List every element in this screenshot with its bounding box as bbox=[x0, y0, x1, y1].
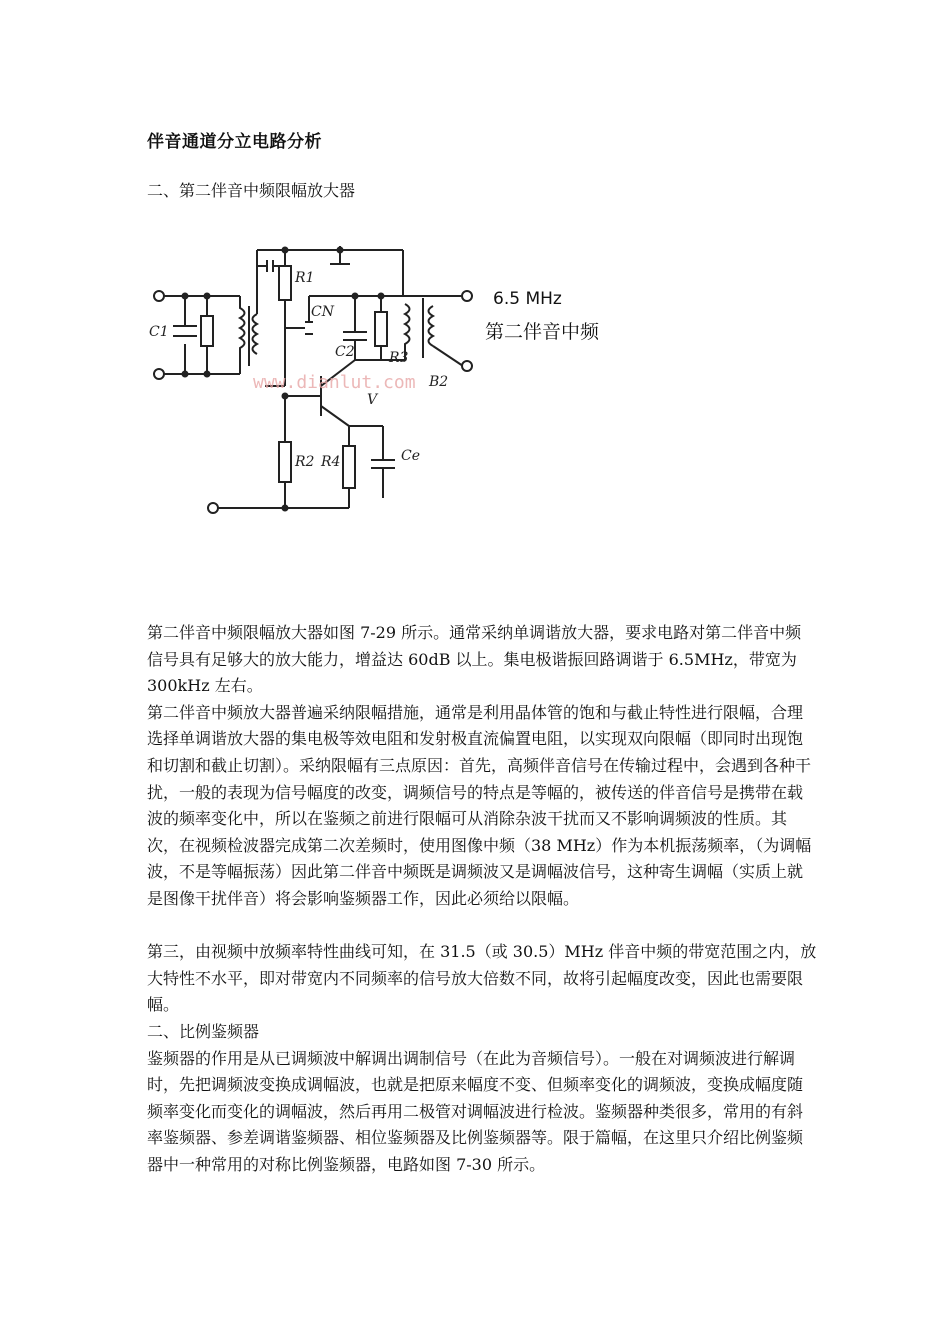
paragraph-1: 第二伴音中频限幅放大器如图 7-29 所示。通常采纳单调谐放大器，要求电路对第二伴音中频信号具有足够大的放大能力，增益达 60dB 以上。集电极谐振回路调谐于 6.5MHz，带宽为 300kHz 左右。 bbox=[147, 623, 802, 696]
input-terminal-bottom bbox=[154, 369, 164, 379]
label-cn: CN bbox=[311, 304, 334, 320]
label-r4: R4 bbox=[321, 454, 341, 470]
paragraph-2: 第二伴音中频放大器普遍采纳限幅措施，通常是利用晶体管的饱和与截止特性进行限幅，合理选择单调谐放大器的集电极等效电阻和发射极直流偏置电阻，以实现双向限幅（即同时出现饱和切割和截止切割）。采纳限幅有三点原因：首先，高频伴音信号在传输过程中，会遇到各种干扰，一般的表现为信号幅度的改变，调频信号的特点是等幅的，被传送的伴音信号是携带在载波的频率变化中，所以在鉴频之前进行限幅可从消除杂波干扰而又不影响调频波的性质。其次，在视频检波器完成第二次差频时，使用图像中频（38 MHz）作为本机振荡频率，（为调幅波，不是等幅振荡）因此第二伴音中频既是调频波又是调幅波信号，这种寄生调幅（实质上就是图像干扰伴音）将会影响鉴频器工作，因此必须给以限幅。 bbox=[147, 702, 812, 908]
label-description: 第二伴音中频 bbox=[485, 321, 600, 343]
watermark: www.dianlut.com bbox=[253, 372, 416, 393]
label-v: V bbox=[367, 392, 378, 408]
document-title: 伴音通道分立电路分析 bbox=[147, 132, 322, 152]
label-frequency: 6.5 MHz bbox=[493, 289, 562, 309]
output-terminal-bottom bbox=[462, 361, 472, 371]
paragraph-4: 鉴频器的作用是从已调频波中解调出调制信号（在此为音频信号）。一般在对调频波进行解调时，先把调频波变换成调幅波，也就是把原来幅度不变、但频率变化的调频波，变换成幅度随频率变化而变化的调幅波，然后再用二极管对调幅波进行检波。鉴频器种类很多，常用的有斜率鉴频器、参差调谐鉴频器、相位鉴频器及比例鉴频器等。限于篇幅，在这里只介绍比例鉴频器中一种常用的对称比例鉴频器，电路如图 7-30 所示。 bbox=[147, 1048, 804, 1174]
section-heading: 二、第二伴音中频限幅放大器 bbox=[147, 181, 356, 200]
body-text bbox=[147, 620, 817, 1178]
label-ce: Ce bbox=[401, 448, 420, 464]
paragraph-3: 第三，由视频中放频率特性曲线可知，在 31.5（或 30.5）MHz 伴音中频的带宽范围之内，放大特性不水平，即对带宽内不同频率的信号放大倍数不同，故将引起幅度改变，因此也需要限幅。 bbox=[147, 942, 817, 1015]
circuit-diagram bbox=[145, 236, 625, 526]
label-c2: C2 bbox=[335, 344, 355, 360]
label-r1: R1 bbox=[295, 270, 315, 286]
label-r3: R3 bbox=[389, 350, 409, 366]
ground-terminal bbox=[208, 503, 218, 513]
label-c1: C1 bbox=[149, 324, 169, 340]
label-r2: R2 bbox=[295, 454, 315, 470]
paragraph-gap bbox=[147, 913, 817, 940]
circuit-svg bbox=[145, 236, 625, 526]
input-terminal-top bbox=[154, 291, 164, 301]
section2-heading: 二、比例鉴频器 bbox=[147, 1021, 260, 1041]
output-terminal-top bbox=[462, 291, 472, 301]
label-b2: B2 bbox=[429, 374, 449, 390]
